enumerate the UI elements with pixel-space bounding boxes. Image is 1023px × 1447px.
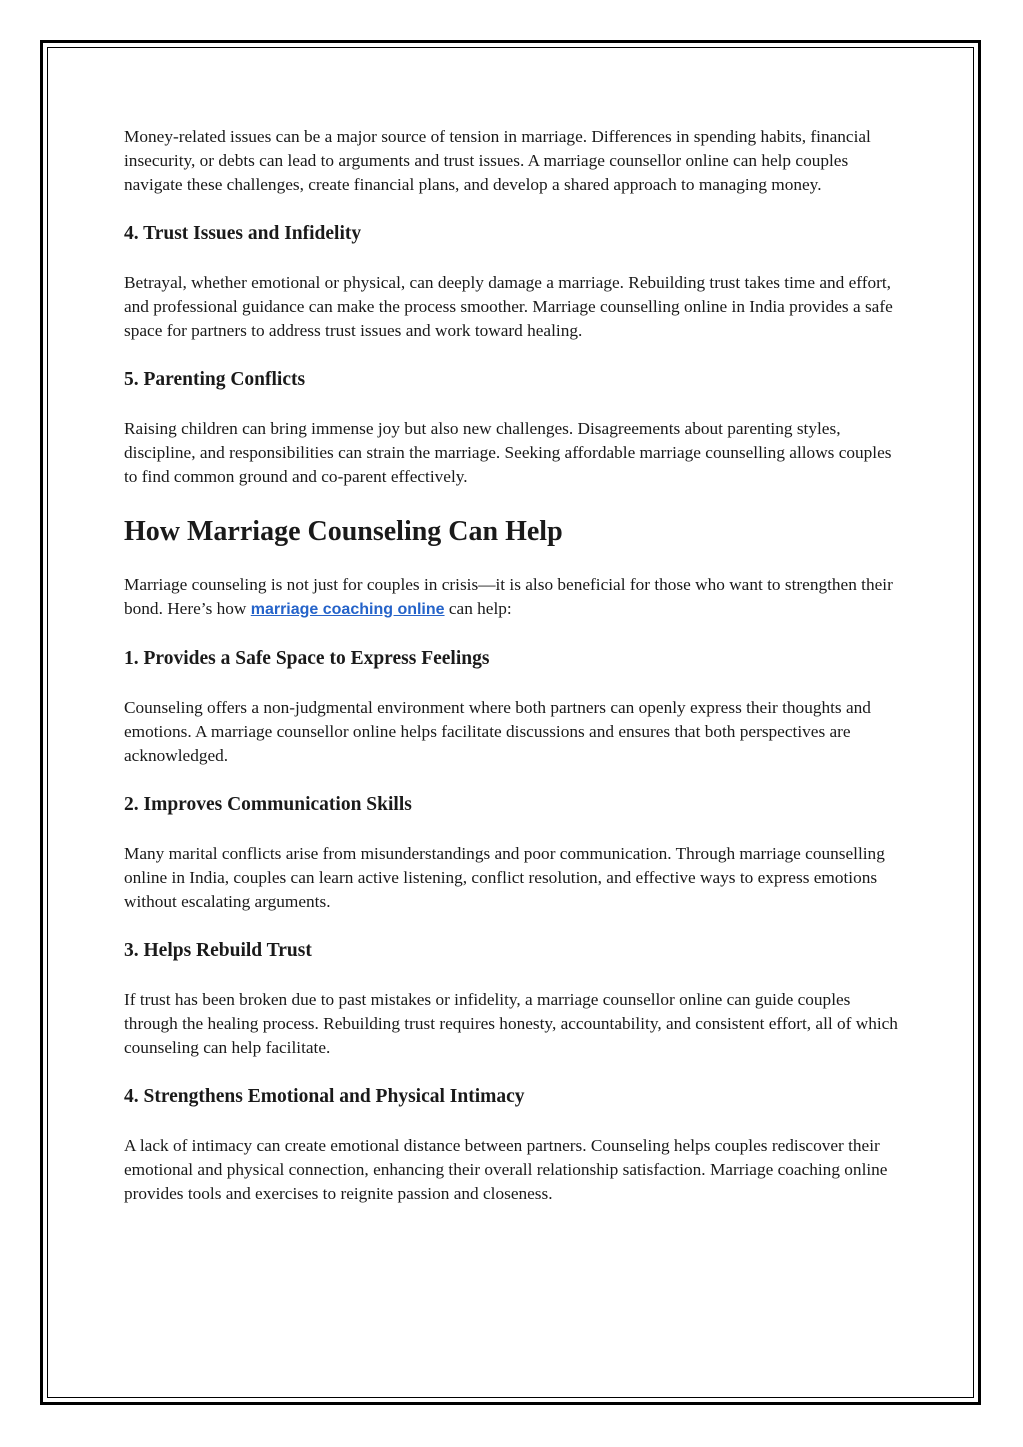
paragraph-trust-issues: Betrayal, whether emotional or physical, can deeply damage a marriage. Rebuilding trust takes time and effort, and professional guidance can make the process smoother. Marriage counselling online in India provides a safe space for partners to address trust issues and work toward healing. (124, 273, 893, 340)
heading-trust-issues: 4. Trust Issues and Infidelity (124, 223, 362, 244)
how-intro-tail: can help: (444, 599, 512, 618)
paragraph-parenting-conflicts: Raising children can bring immense joy but also new challenges. Disagreements about parenting styles, discipline, and responsibilities can strain the marriage. Seeking affordable marriage counselling allows couples to find common ground and co-parent effectively. (124, 419, 892, 486)
heading-benefit-communication: 2. Improves Communication Skills (124, 794, 412, 815)
heading-benefit-rebuild-trust: 3. Helps Rebuild Trust (124, 940, 312, 961)
heading-benefit-intimacy: 4. Strengthens Emotional and Physical Intimacy (124, 1086, 525, 1107)
paragraph-benefit-safe-space: Counseling offers a non-judgmental environment where both partners can openly express their thoughts and emotions. A marriage counsellor online helps facilitate discussions and ensures that both perspectives are acknowledged. (124, 698, 871, 765)
heading-parenting-conflicts: 5. Parenting Conflicts (124, 369, 306, 390)
heading-how-counseling-helps: How Marriage Counseling Can Help (124, 516, 563, 547)
heading-benefit-safe-space: 1. Provides a Safe Space to Express Feelings (124, 648, 490, 669)
paragraph-benefit-communication: Many marital conflicts arise from misunderstandings and poor communication. Through marriage counselling online in India, couples can learn active listening, conflict resolution, and effective ways to express emotions without escalating arguments. (124, 844, 885, 911)
document-body (124, 125, 904, 1206)
paragraph-how-counseling-helps (124, 573, 904, 622)
how-intro-text: Marriage counseling is not just for couples in crisis—it is also beneficial for those who want to strengthen their bond. Here’s how (124, 575, 893, 618)
paragraph-benefit-rebuild-trust: If trust has been broken due to past mistakes or infidelity, a marriage counsellor online can guide couples through the healing process. Rebuilding trust requires honesty, accountability, and consistent effort, all of which counseling can help facilitate. (124, 990, 898, 1057)
intro-paragraph: Money-related issues can be a major source of tension in marriage. Differences in spending habits, financial insecurity, or debts can lead to arguments and trust issues. A marriage counsellor online can help couples navigate these challenges, create financial plans, and develop a shared approach to managing money. (124, 127, 871, 194)
paragraph-benefit-intimacy: A lack of intimacy can create emotional distance between partners. Counseling helps couples rediscover their emotional and physical connection, enhancing their overall relationship satisfaction. Marriage coaching online provides tools and exercises to reignite passion and closeness. (124, 1136, 888, 1203)
marriage-coaching-online-link[interactable]: marriage coaching online (250, 601, 445, 618)
